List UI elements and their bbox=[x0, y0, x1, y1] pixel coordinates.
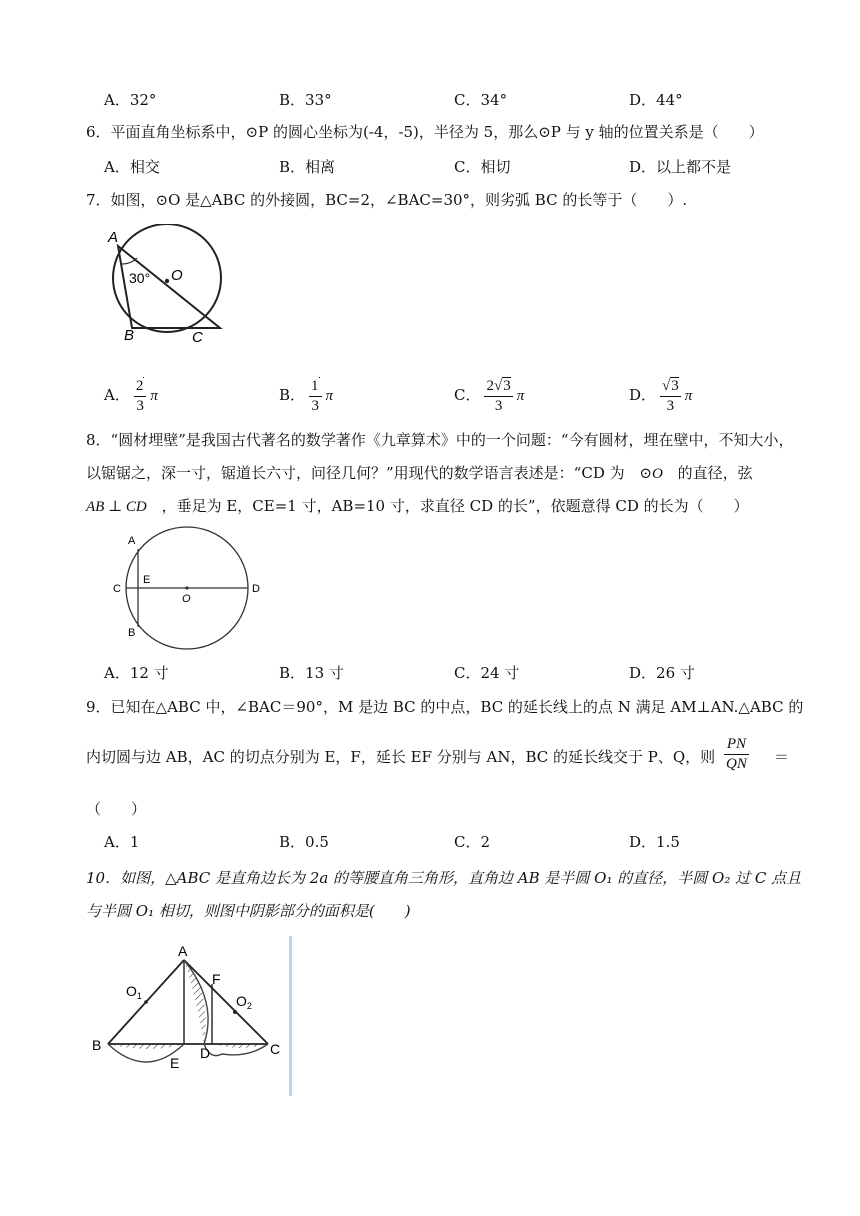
q9-stem-line2: 内切圆与边 AB，AC 的切点分别为 E，F，延长 EF 分别与 AN，BC 的延长线交于 P、Q，则 bbox=[86, 748, 716, 766]
label-c: C bbox=[270, 1041, 281, 1057]
center-point bbox=[165, 279, 169, 283]
triangle-abc bbox=[118, 246, 220, 328]
label-b: B bbox=[124, 327, 135, 344]
q9-option-d[interactable]: D．1.5 bbox=[629, 833, 680, 851]
q8-option-d[interactable]: D．26 寸 bbox=[629, 664, 695, 682]
q7-option-d[interactable]: D． $\frac{√3}{3}$ π bbox=[629, 377, 693, 414]
label-o: O bbox=[171, 267, 183, 284]
q6-options bbox=[0, 156, 860, 178]
label-b: B bbox=[92, 1037, 102, 1053]
label-b: B bbox=[128, 627, 136, 639]
center-point bbox=[185, 586, 188, 589]
label-d: D bbox=[200, 1045, 211, 1061]
label-o: O bbox=[182, 593, 191, 605]
label-angle: 30° bbox=[129, 270, 151, 286]
q5-options bbox=[0, 89, 860, 111]
q10-figure bbox=[88, 944, 284, 1072]
q7-option-a[interactable]: A． $\frac{2}{3}$ π bbox=[104, 377, 158, 414]
fraction: $\frac{2}{3}$ bbox=[134, 378, 147, 415]
q9-equals: ＝ bbox=[774, 748, 790, 766]
q9-option-c[interactable]: C．2 bbox=[454, 833, 491, 851]
q8-stem-line2: 以锯锯之，深一寸，锯道长六寸，问径几何？”用现代的数学语言表述是：“CD 为 ⊙O 的直径，弦 bbox=[86, 464, 753, 482]
q9-options bbox=[0, 831, 860, 853]
q7-option-c[interactable]: C． $\frac{2√3}{3}$ π bbox=[454, 377, 525, 414]
q10-stem-line2: 与半圆 O₁ 相切，则图中阴影部分的面积是( ) bbox=[86, 902, 411, 920]
label-o2: $O_2$ bbox=[236, 993, 252, 1011]
q9-option-b[interactable]: B．0.5 bbox=[279, 833, 329, 851]
q9-stem-line1: 9．已知在△ABC 中，∠BAC＝90°，M 是边 BC 的中点，BC 的延长线上的点 N 满足 AM⊥AN.△ABC 的 bbox=[86, 698, 804, 716]
q7-options bbox=[0, 375, 860, 415]
center-o1 bbox=[144, 1000, 148, 1004]
q6-option-b[interactable]: B．相离 bbox=[279, 158, 336, 176]
q5-option-a[interactable]: A．32° bbox=[104, 91, 157, 109]
q9-option-a[interactable]: A．1 bbox=[104, 833, 140, 851]
q6-option-c[interactable]: C．相切 bbox=[454, 158, 511, 176]
q7-figure bbox=[104, 224, 228, 348]
q8-stem-line1: 8．“圆材埋壁”是我国古代著名的数学著作《九章算术》中的一个问题：“今有圆材，埋在壁中，不知大小， bbox=[86, 431, 794, 449]
q8-option-b[interactable]: B．13 寸 bbox=[279, 664, 344, 682]
label-c: C bbox=[113, 583, 121, 595]
image-border bbox=[289, 936, 292, 1096]
q7-stem: 7．如图，⊙O 是△ABC 的外接圆，BC=2，∠BAC=30°，则劣弧 BC 的长等于（ ）. bbox=[86, 191, 688, 209]
q9-fraction: $\frac{PN}{QN}$ bbox=[726, 736, 747, 772]
q10-stem-line1: 10．如图，△ABC 是直角边长为 2a 的等腰直角三角形，直角边 AB 是半圆 O₁ 的直径，半圆 O₂ 过 C 点且 bbox=[86, 869, 802, 887]
label-c: C bbox=[192, 329, 203, 346]
q5-option-c[interactable]: C．34° bbox=[454, 91, 508, 109]
q8-option-a[interactable]: A．12 寸 bbox=[104, 664, 169, 682]
label-d: D bbox=[252, 583, 260, 595]
q5-option-b[interactable]: B．33° bbox=[279, 91, 332, 109]
semicircle-o2 bbox=[184, 960, 268, 1056]
q8-stem-line3: AB ⊥ CD ，垂足为 E，CE=1 寸，AB=10 寸，求直径 CD 的长”，依题意得 CD 的长为（ ） bbox=[86, 497, 749, 515]
label-f: F bbox=[212, 971, 221, 987]
label-a: A bbox=[178, 944, 188, 959]
q8-figure bbox=[110, 526, 270, 652]
q6-option-a[interactable]: A．相交 bbox=[104, 158, 160, 176]
q8-option-c[interactable]: C．24 寸 bbox=[454, 664, 520, 682]
q8-options bbox=[0, 662, 860, 684]
q9-stem-line3: （ ） bbox=[86, 800, 147, 818]
q6-stem: 6．平面直角坐标系中，⊙P 的圆心坐标为(-4，-5)，半径为 5，那么⊙P 与 y 轴的位置关系是（ ） bbox=[86, 123, 764, 141]
label-o1: $O_1$ bbox=[126, 983, 142, 1001]
center-o2 bbox=[233, 1010, 237, 1014]
shaded-region-middle bbox=[184, 960, 206, 1044]
q7-option-b[interactable]: B． $\frac{1}{3}$ π bbox=[279, 377, 334, 414]
label-e: E bbox=[170, 1055, 180, 1071]
label-e: E bbox=[143, 574, 151, 586]
fraction: $\frac{2√3}{3}$ bbox=[486, 377, 511, 414]
fraction: $\frac{√3}{3}$ bbox=[662, 377, 679, 414]
q6-option-d[interactable]: D．以上都不是 bbox=[629, 158, 732, 176]
q5-option-d[interactable]: D．44° bbox=[629, 91, 683, 109]
label-a: A bbox=[108, 229, 119, 246]
label-a: A bbox=[128, 535, 136, 547]
fraction: $\frac{1}{3}$ bbox=[309, 378, 322, 415]
